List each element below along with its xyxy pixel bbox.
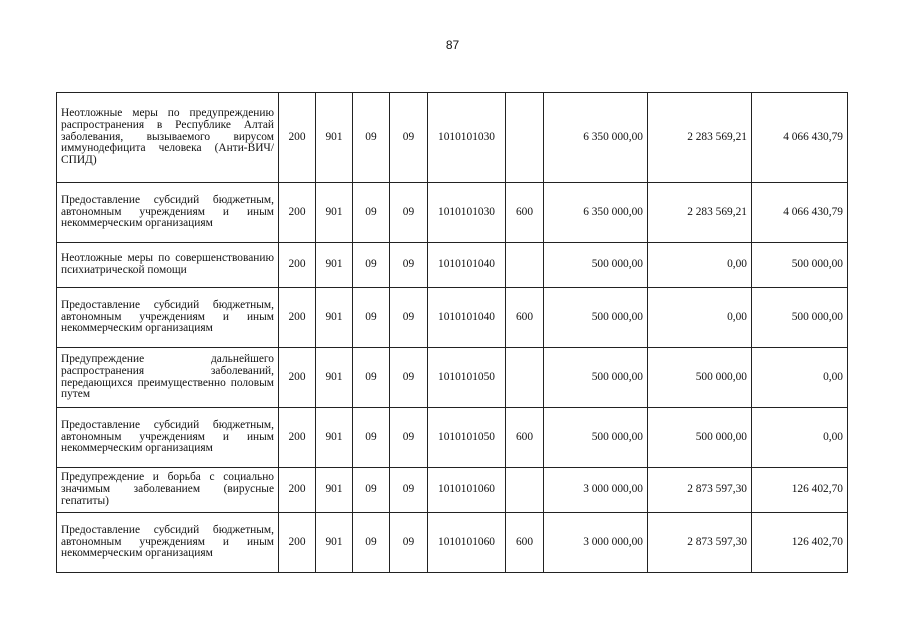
cell-v1: 6 350 000,00	[544, 93, 648, 183]
table-row	[57, 408, 848, 468]
cell-vr: 600	[506, 288, 544, 348]
cell-c2: 901	[316, 468, 353, 513]
table-row	[57, 288, 848, 348]
cell-c1: 200	[279, 468, 316, 513]
table-row	[57, 243, 848, 288]
cell-v1: 3 000 000,00	[544, 468, 648, 513]
cell-code: 1010101050	[428, 348, 506, 408]
cell-c4: 09	[390, 513, 428, 573]
cell-c3: 09	[353, 408, 390, 468]
cell-c2: 901	[316, 183, 353, 243]
cell-c1: 200	[279, 408, 316, 468]
cell-v3: 500 000,00	[752, 243, 848, 288]
cell-vr: 600	[506, 513, 544, 573]
table-row	[57, 93, 848, 183]
cell-code: 1010101030	[428, 93, 506, 183]
cell-c3: 09	[353, 93, 390, 183]
cell-vr	[506, 93, 544, 183]
cell-c3: 09	[353, 288, 390, 348]
row-name: Предупреждение дальнейшего распространения заболеваний, передающихся преимущественно половым путем	[57, 348, 279, 408]
row-name: Предупреждение и борьба с социально значимым заболеванием (вирусные гепатиты)	[57, 468, 279, 513]
cell-v2: 2 283 569,21	[648, 183, 752, 243]
cell-code: 1010101040	[428, 288, 506, 348]
cell-vr: 600	[506, 183, 544, 243]
cell-v3: 126 402,70	[752, 468, 848, 513]
table-row	[57, 513, 848, 573]
budget-table	[56, 92, 848, 573]
cell-v3: 0,00	[752, 408, 848, 468]
cell-v3: 126 402,70	[752, 513, 848, 573]
cell-vr: 600	[506, 408, 544, 468]
cell-v1: 500 000,00	[544, 243, 648, 288]
row-name: Предоставление субсидий бюджетным, автономным учреждениям и иным некоммерческим организациям	[57, 288, 279, 348]
cell-c3: 09	[353, 513, 390, 573]
cell-c4: 09	[390, 288, 428, 348]
cell-c1: 200	[279, 288, 316, 348]
cell-c2: 901	[316, 348, 353, 408]
cell-v1: 500 000,00	[544, 348, 648, 408]
cell-v1: 500 000,00	[544, 288, 648, 348]
cell-code: 1010101060	[428, 468, 506, 513]
cell-c2: 901	[316, 93, 353, 183]
cell-v3: 500 000,00	[752, 288, 848, 348]
row-name: Неотложные меры по совершенствованию психиатрической помощи	[57, 243, 279, 288]
cell-c4: 09	[390, 93, 428, 183]
page-number: 87	[445, 38, 460, 52]
cell-vr	[506, 468, 544, 513]
cell-v3: 4 066 430,79	[752, 183, 848, 243]
cell-c2: 901	[316, 288, 353, 348]
row-name: Предоставление субсидий бюджетным, автономным учреждениям и иным некоммерческим организациям	[57, 513, 279, 573]
cell-v2: 2 283 569,21	[648, 93, 752, 183]
cell-c4: 09	[390, 183, 428, 243]
cell-code: 1010101050	[428, 408, 506, 468]
row-name: Предоставление субсидий бюджетным, автономным учреждениям и иным некоммерческим организациям	[57, 183, 279, 243]
cell-code: 1010101040	[428, 243, 506, 288]
cell-v2: 0,00	[648, 288, 752, 348]
cell-c3: 09	[353, 468, 390, 513]
cell-v2: 2 873 597,30	[648, 468, 752, 513]
cell-c4: 09	[390, 243, 428, 288]
cell-v3: 0,00	[752, 348, 848, 408]
cell-v3: 4 066 430,79	[752, 93, 848, 183]
row-name: Неотложные меры по предупреждению распространения в Республике Алтай заболевания, вызываемого вирусом иммунодефицита человека (Анти-ВИЧ/СПИД)	[57, 93, 279, 183]
cell-c1: 200	[279, 513, 316, 573]
cell-c3: 09	[353, 243, 390, 288]
cell-v2: 2 873 597,30	[648, 513, 752, 573]
cell-c3: 09	[353, 348, 390, 408]
cell-c1: 200	[279, 243, 316, 288]
cell-c1: 200	[279, 93, 316, 183]
cell-c2: 901	[316, 513, 353, 573]
cell-vr	[506, 348, 544, 408]
cell-c1: 200	[279, 348, 316, 408]
cell-code: 1010101060	[428, 513, 506, 573]
cell-code: 1010101030	[428, 183, 506, 243]
cell-v1: 6 350 000,00	[544, 183, 648, 243]
cell-v2: 0,00	[648, 243, 752, 288]
table-row	[57, 468, 848, 513]
cell-v2: 500 000,00	[648, 348, 752, 408]
table-row	[57, 348, 848, 408]
table-row	[57, 183, 848, 243]
cell-c4: 09	[390, 348, 428, 408]
cell-c4: 09	[390, 468, 428, 513]
cell-c2: 901	[316, 408, 353, 468]
cell-v1: 500 000,00	[544, 408, 648, 468]
cell-v1: 3 000 000,00	[544, 513, 648, 573]
cell-c3: 09	[353, 183, 390, 243]
cell-vr	[506, 243, 544, 288]
cell-c2: 901	[316, 243, 353, 288]
cell-c4: 09	[390, 408, 428, 468]
row-name: Предоставление субсидий бюджетным, автономным учреждениям и иным некоммерческим организациям	[57, 408, 279, 468]
cell-c1: 200	[279, 183, 316, 243]
cell-v2: 500 000,00	[648, 408, 752, 468]
